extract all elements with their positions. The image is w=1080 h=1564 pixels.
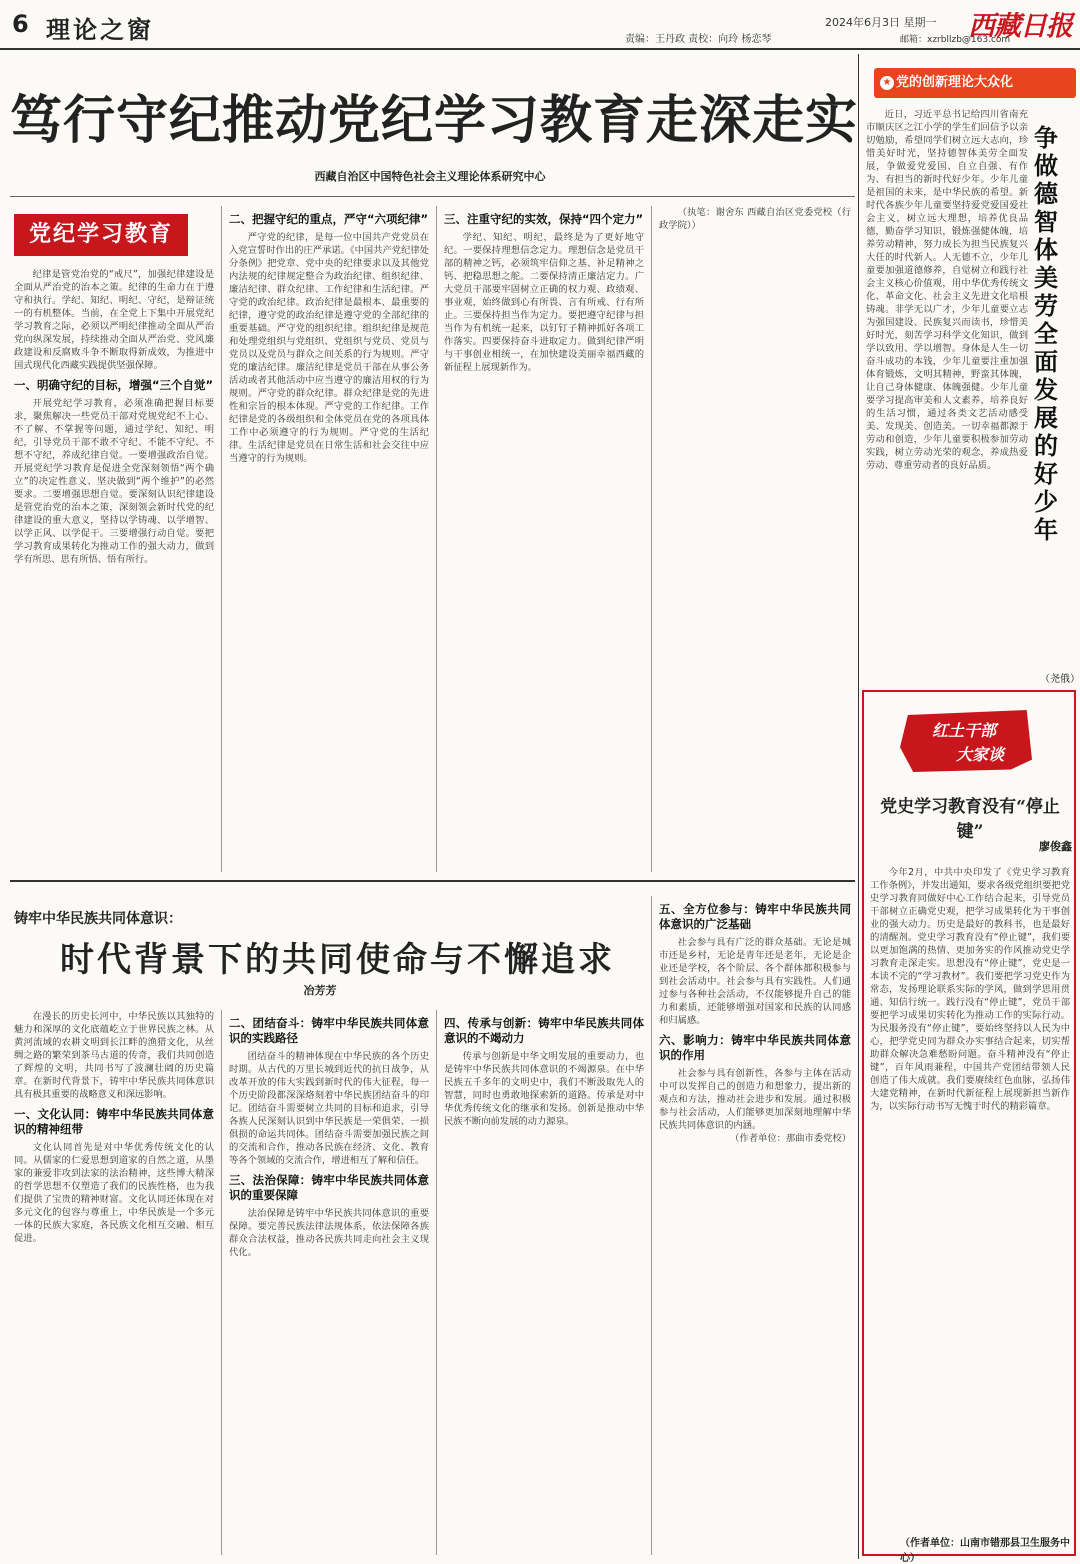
column-rule <box>651 896 652 1555</box>
body-paragraph: 学纪、知纪、明纪，最终是为了更好地守纪。一要保持理想信念定力。理想信念是党员干部的精神之钙，必须筑牢信仰之基、补足精神之钙、把稳思想之舵。二要保持清正廉洁定力。广大党员干部要牢固树立正确的权力观、政绩观、事业观，始终做到心有所畏、言有所戒、行有所止。三要保持担当作为定力。要把遵守纪律与担当作为有机统一起来，以钉钉子精神抓好各项工作落实。四要保持奋斗进取定力。做到纪律严明与干事创业相统一，在加快建设美丽幸福西藏的新征程上展现新作为。 <box>444 232 644 373</box>
body-paragraph: 社会参与具有创新性，各参与主体在活动中可以发挥自己的创造力和想象力，提出新的观点和方法，推动社会进步和发展。通过积极参与社会活动，人们能够更加深刻地理解中华民族共同体意识的内涵。 <box>659 1068 851 1131</box>
column-title: 党史学习教育没有“停止键” <box>880 797 1060 842</box>
a2-col-4 <box>659 896 851 1555</box>
a2-col-2 <box>229 1010 429 1555</box>
sidebar-tag: 党的创新理论大众化 <box>874 68 1076 98</box>
section-banner: 党纪学习教育 <box>14 214 188 256</box>
issue-date: 2024年6月3日 星期一 <box>825 16 937 29</box>
page-number: 6 <box>12 10 29 38</box>
sidebar-paragraph: 近日，习近平总书记给四川省南充市顺庆区之江小学的学生们回信予以亲切勉励，希望同学们树立远大志向，珍惜美好时光，坚持德智体美劳全面发展，争做爱党爱国、自立自强、有作为、有担当的新时代好少年。少年儿童是祖国的未来，是中华民族的希望。新时代各族少年儿童要坚持爱党爱国爱社会主义，树立远大理想，培养优良品德，勤奋学习知识，锻炼强健体魄，培养劳动精神，努力成长为担当民族复兴大任的时代新人。人无德不立，少年儿童要加强道德修养，自觉树立和践行社会主义核心价值观，用中华优秀传统文化、革命文化、社会主义先进文化培根铸魂。非学无以广才，少年儿童要立志为强国建设、民族复兴而读书，珍惜美好时光，刻苦学习科学文化知识，做到学以致用、学以增智。身体是人生一切奋斗成功的本钱，少年儿童要注重加强体育锻炼，文明其精神，野蛮其体魄，让自己身体健康、体魄强健。少年儿童要学习提高审美和人文素养，培养良好的生活习惯，通过各类文艺活动感受美、发现美、创造美。一切幸福都源于劳动和创造，少年儿童要积极参加劳动实践，树立劳动光荣的观念，养成热爱劳动、尊重劳动者的良好品质。 <box>866 109 1028 471</box>
subheading: 一、文化认同：铸牢中华民族共同体意识的精神纽带 <box>14 1107 214 1136</box>
column-author-note: （作者单位：山南市错那县卫生服务中心） <box>900 1538 1070 1564</box>
column-author: 廖俊鑫 <box>1039 840 1072 853</box>
article-divider <box>10 880 855 882</box>
subheading: 五、全方位参与：铸牢中华民族共同体意识的广泛基础 <box>659 902 851 931</box>
column-stamp-text: 大家谈 <box>956 745 1005 764</box>
party-emblem-icon: ★ <box>880 76 894 90</box>
subheading: 三、法治保障：铸牢中华民族共同体意识的重要保障 <box>229 1173 429 1202</box>
a2-col-1 <box>14 1010 214 1555</box>
sidebar-title: 争做德智体美劳全面发展的好少年 <box>1034 123 1058 544</box>
body-paragraph: 严守党的纪律，是每一位中国共产党党员在入党宣誓时作出的庄严承诺。《中国共产党纪律处分条例》把党章、党中央的纪律要求以及其他党内法规的纪律规定整合为政治纪律、组织纪律、廉洁纪律、群众纪律、工作纪律和生活纪律。严守党的政治纪律。政治纪律是最根本、最重要的纪律，遵守党的政治纪律是遵守党的全部纪律的重要基础。严守党的组织纪律。组织纪律是规范和处理党组织与党组织、党组织与党员、党员与党员以及党员与群众之间关系的行为规则。严守党的廉洁纪律。廉洁纪律是党员干部在从事公务活动或者其他活动中应当遵守的廉洁用权的行为规则。严守党的群众纪律。群众纪律是党的先进性和宗旨的根本体现。严守党的工作纪律。工作纪律是党的各级组织和全体党员在党的各项具体工作中必须遵守的行为规则。严守党的生活纪律。生活纪律是党员在日常生活和社会交往中应当遵守的行为规则。 <box>229 232 429 464</box>
intro-paragraph: 纪律是管党治党的“戒尺”，加强纪律建设是全面从严治党的治本之策。纪律的生命力在于遵守和执行。学纪、知纪、明纪、守纪，是辩证统一的有机整体。当前，在全党上下集中开展党纪学习教育之际，必须以严明纪律推动全面从严治党向纵深发展，持续推动全面从严治党、党风廉政建设和反腐败斗争不断取得新成效，为推进中国式现代化西藏实践提供坚强保障。 <box>14 269 214 371</box>
main-col-2 <box>229 206 429 872</box>
subheading: 二、把握守纪的重点，严守“六项纪律” <box>229 212 429 226</box>
sidebar-rule <box>858 54 859 1559</box>
sidebar-text <box>866 108 1028 676</box>
main-col-3 <box>444 206 644 872</box>
body-paragraph: 社会参与具有广泛的群众基础。无论是城市还是乡村，无论是青年还是老年，无论是企业还是学校，各个阶层、各个群体都积极参与到社会活动中。社会参与具有实践性。人们通过参与各种社会活动，不仅能够提升自己的能力和素质，还能够增强对国家和民族的认同感和归属感。 <box>659 937 851 1026</box>
subheading: 二、团结奋斗：铸牢中华民族共同体意识的实践路径 <box>229 1016 429 1045</box>
column-rule <box>221 1010 222 1555</box>
main-byline: 西藏自治区中国特色社会主义理论体系研究中心 <box>314 170 546 183</box>
article2-kicker: 铸牢中华民族共同体意识： <box>14 911 182 927</box>
column-rule <box>436 1010 437 1555</box>
section-name: 理论之窗 <box>46 16 154 44</box>
subheading: 六、影响力：铸牢中华民族共同体意识的作用 <box>659 1033 851 1062</box>
subheading: 三、注重守纪的实效，保持“四个定力” <box>444 212 644 226</box>
divider <box>10 196 855 197</box>
article2-title: 时代背景下的共同使命与不懈追求 <box>60 940 615 980</box>
main-col-1 <box>14 268 214 872</box>
column-body <box>870 866 1070 1526</box>
attribution: （作者单位：那曲市委党校） <box>730 1133 851 1144</box>
body-paragraph: 团结奋斗的精神体现在中华民族的各个历史时期。从古代的万里长城到近代的抗日战争，从改革开放的伟大实践到新时代的伟大征程，每一个历史阶段都深深烙刻着中华民族团结奋斗的印记。团结奋斗需要树立共同的目标和追求，引导各族人民深刻认识到中华民族是一荣俱荣、一损俱损的命运共同体。团结奋斗需要加强民族之间的交流和合作，推动各民族在经济、文化、教育等各个领域的交流合作，增进相互了解和信任。 <box>229 1051 429 1166</box>
column-stamp-text: 红土干部 <box>932 721 997 740</box>
editor-credits: 责编：王丹政 责校：向玲 杨恋琴 <box>625 34 772 45</box>
intro-paragraph: 在漫长的历史长河中，中华民族以其独特的魅力和深厚的文化底蕴屹立于世界民族之林。从黄河流域的农耕文明到长江畔的渔猎文化，从丝绸之路的繁荣到茶马古道的传奇，我们共同创造了辉煌的文明，共同书写了波澜壮阔的历史篇章。在新时代背景下，铸牢中华民族共同体意识具有极其重要的战略意义和深远影响。 <box>14 1011 214 1100</box>
a2-col-3 <box>444 1010 644 1555</box>
newspaper-logo: 西藏日报 <box>968 11 1072 42</box>
subheading: 一、明确守纪的目标，增强“三个自觉” <box>14 378 214 392</box>
contact-email: 邮箱：xzrbllzb@163.com <box>900 35 1011 45</box>
body-paragraph: 法治保障是铸牢中华民族共同体意识的重要保障。要完善民族法律法规体系，依法保障各族群众合法权益，推动各民族共同走向社会主义现代化。 <box>229 1208 429 1258</box>
column-paragraph: 今年2月，中共中央印发了《党史学习教育工作条例》，并发出通知，要求各级党组织要把党史学习教育同做好中心工作结合起来，引导党员干部树立正确党史观，把学习成果转化为干事创业的强大动力。历史是最好的教科书，也是最好的清醒剂。党史学习教育没有“停止键”，我们要以更加饱满的热情、更加务实的作风推动党史学习教育走深走实。思想没有“停止键”，党史是一本读不完的“学习教材”。我们要把学习党史作为常态，发扬理论联系实际的学风，做到学思用贯通、知信行统一。践行没有“停止键”，党员干部要把学习成果切实转化为推动工作的实际行动。为民服务没有“停止键”，要始终坚持以人民为中心，把学党史同为群众办实事结合起来，切实帮助群众解决急难愁盼问题。奋斗精神没有“停止键”，百年风雨兼程，中国共产党团结带领人民创造了伟大成就。我们要赓续红色血脉，弘扬伟大建党精神，在新时代新征程上展现新担当新作为，以实际行动书写无愧于时代的精彩篇章。 <box>870 867 1070 1112</box>
column-rule <box>221 206 222 872</box>
column-rule <box>436 206 437 872</box>
subheading: 四、传承与创新：铸牢中华民族共同体意识的不竭动力 <box>444 1016 644 1045</box>
main-col-4 <box>659 206 851 872</box>
body-paragraph: 传承与创新是中华文明发展的重要动力，也是铸牢中华民族共同体意识的不竭源泉。在中华民族五千多年的文明史中，我们不断汲取先人的智慧，同时也勇敢地探索新的道路。传承是对中华优秀传统文化的继承和发扬。创新是推动中华民族不断向前发展的动力源泉。 <box>444 1051 644 1127</box>
body-paragraph: 开展党纪学习教育，必须准确把握目标要求，聚焦解决一些党员干部对党规党纪不上心、不了解、不掌握等问题，通过学纪、知纪、明纪，引导党员干部不敢不守纪、不能不守纪、不想不守纪，养成纪律自觉。一要增强政治自觉。开展党纪学习教育是促进全党深刻领悟“两个确立”的决定性意义、坚决做到“两个维护”的必然要求。二要增强思想自觉。要深刻认识纪律建设是管党治党的治本之策，深刻领会新时代党的纪律建设的重大意义，坚持以学铸魂、以学增智、以学正风、以学促干。三要增强行动自觉。要把学习教育成果转化为推动工作的强大动力，做到学有所思、思有所悟、悟有所行。 <box>14 398 214 565</box>
article2-author: 冶芳芳 <box>303 984 337 997</box>
column-rule <box>651 206 652 872</box>
main-headline: 笃行守纪推动党纪学习教育走深走实 <box>10 90 859 151</box>
attribution: （执笔：谢舍东 西藏自治区党委党校（行政学院）） <box>659 207 851 231</box>
sidebar-attribution: （尧俄） <box>1040 674 1080 685</box>
body-paragraph: 文化认同首先是对中华优秀传统文化的认同。从儒家的仁爱思想到道家的自然之道，从墨家的兼爱非攻到法家的法治精神，这些博大精深的哲学思想不仅塑造了我们的民族性格，也为我们提供了宝贵的精神财富。文化认同还体现在对多元文化的包容与尊重上，中华民族是一个多元一体的民族大家庭，各民族文化相互交融、相互促进。 <box>14 1142 214 1244</box>
